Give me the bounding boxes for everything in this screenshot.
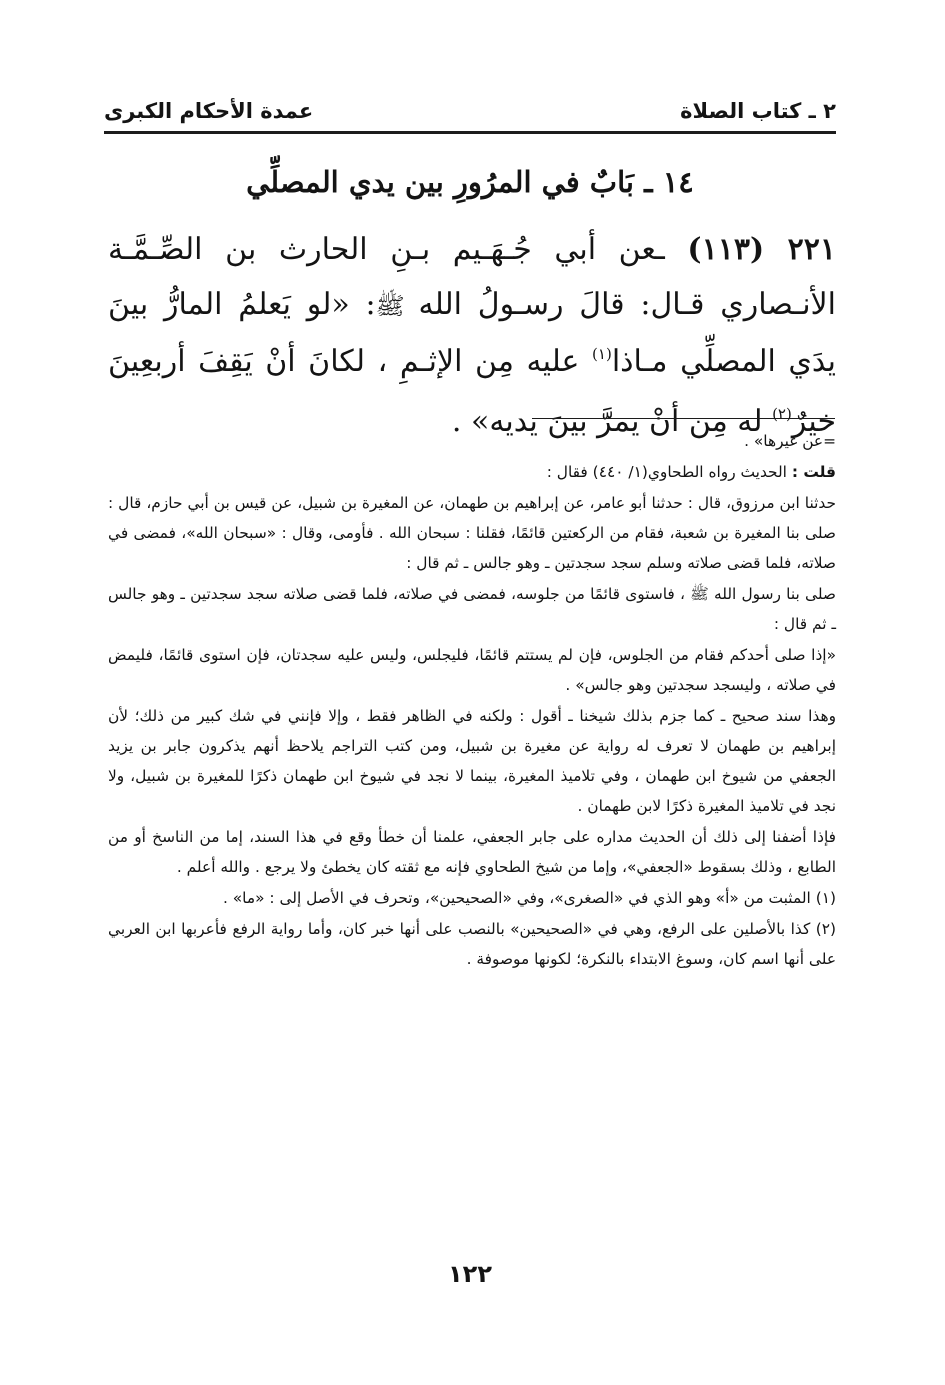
salutation-glyph: ﷺ [375, 292, 419, 320]
footnote-ref-2: (٢) [772, 405, 792, 423]
footnote-paragraph: حدثنا ابن مرزوق، قال : حدثنا أبو عامر، عن إبراهيم بن طهمان، عن المغيرة بن شبيل، عن قيس بن أبي حازم، قال : صلى بنا المغيرة بن شعبة، فقام من الركعتين قائمًا، فقلنا : سبحان الله . فأومى، وقال : «سبحان الله»، فمضى في صلاته، فلما قضى صلاته وسلم سجد سجدتين ـ وهو جالس ـ ثم قال : [108, 494, 836, 572]
footnote-paragraph: صلى بنا رسول الله ﷺ ، فاستوى قائمًا من جلوسه، فمضى في صلاته، فلما قضى صلاته سجد سجدتين ـ وهو جالس ـ ثم قال : [108, 585, 836, 633]
hadith-text-part: ـعن أبي جُـهَـيم بـنِ الحارث بن الصِّـمَّـة الأنـصاري قـال: قالَ رسـولُ الله [108, 232, 836, 322]
book-title: عمدة الأحكام الكبرى [104, 99, 314, 123]
qultu-label: قلت : [791, 463, 836, 481]
footnote-qultu [108, 457, 836, 487]
qultu-text: الحديث رواه الطحاوي(١/ ٤٤٠) فقال : [546, 463, 792, 481]
hadith-number: ٢٢١ (١١٣) [687, 232, 836, 267]
section-title: ٢ ـ كتاب الصلاة [680, 99, 836, 123]
hadith-text-part: : «لو يَعلمُ المارُّ بينَ يدَي المصلِّي مـاذا [108, 287, 836, 379]
footnote-paragraph: وهذا سند صحيح ـ كما جزم بذلك شيخنا ـ أقول : ولكنه في الظاهر فقط ، وإلا فإنني في شك كبير من ذلك؛ لأن إبراهيم بن طهمان لا تعرف له رواية عن مغيرة بن شبيل، ومن كتب التراجم يلاحظ أنهم يذكرون جابر بن يزيد الجعفي من شيوخ ابن طهمان ، وفي تلاميذ المغيرة، بينما لا نجد في شيوخ ابن طهمان ذكرًا للمغيرة بن شبيل، ولا نجد في تلاميذ المغيرة ذكرًا لابن طهمان . [108, 707, 836, 815]
running-header [104, 82, 836, 126]
footnote-1: (١) المثبت من «أ» وهو الذي في «الصغرى»، وفي «الصحيحين»، وتحرف في الأصل إلى : «ما» . [222, 889, 836, 907]
header-divider [104, 131, 836, 134]
footnote-divider [532, 418, 835, 419]
footnote-continuation: =عن غيرها» . [744, 432, 836, 450]
hadith-text-part: له مِن أنْ يمرَّ بينَ يديه» . [451, 404, 773, 439]
hadith-text-part: عليه مِن الإثـمِ ، لكانَ أنْ يَقِفَ أربعِينَ خيرٌ [108, 344, 836, 439]
hadith-text [108, 222, 836, 454]
footnote-2: (٢) كذا بالأصلين على الرفع، وهي في «الصحيحين» بالنصب على أنها خبر كان، وأما رواية الرفع فأعربها ابن العربي على أنها اسم كان، وسوغ الابتداء بالنكرة؛ لكونها موصوفة . [108, 920, 836, 968]
footnote-paragraph: «إذا صلى أحدكم فقام من الجلوس، فإن لم يستتم قائمًا، فليجلس، وليس عليه سجدتان، فإن استوى قائمًا، فليمض في صلاته ، وليسجد سجدتين وهو جالس» . [108, 646, 836, 694]
footnotes [108, 426, 836, 975]
footnote-ref-1: (١) [592, 345, 612, 363]
page-number: ١٢٢ [448, 1260, 492, 1288]
footnote-paragraph: فإذا أضفنا إلى ذلك أن الحديث مداره على جابر الجعفي، علمنا أن خطأ وقع في هذا السند، إما من الناسخ أو من الطابع ، وذلك بسقوط «الجعفي»، وإما من شيخ الطحاوي فإنه مع ثقته كان يخطئ ولا يرجع . والله أعلم . [108, 828, 836, 876]
chapter-title: ١٤ ـ بَابٌ في المرُورِ بين يدي المصلِّي [246, 165, 694, 199]
